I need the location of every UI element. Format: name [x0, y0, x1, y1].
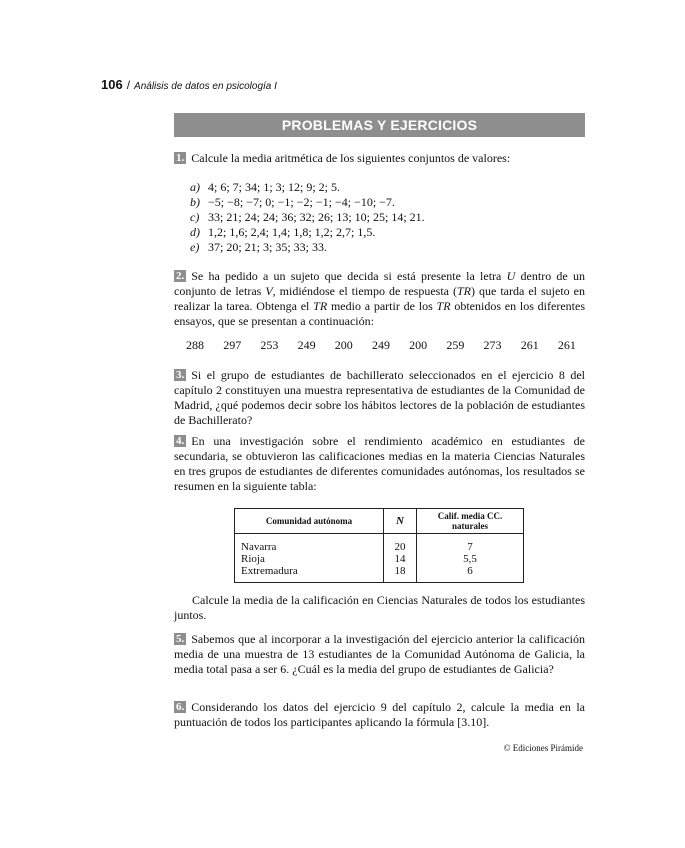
running-header — [101, 77, 277, 92]
table-row: Navarra 20 7 — [235, 534, 524, 554]
list-item: e) 37; 20; 21; 3; 35; 33; 33. — [190, 240, 328, 254]
problem-number: 3. — [176, 369, 185, 381]
table-row: Rioja 14 5,5 — [235, 553, 524, 565]
value-item: 297 — [223, 338, 242, 352]
table-row: Extremadura 18 6 — [235, 565, 524, 583]
problem-text: Calcule la media aritmética de los siguientes conjuntos de valores: — [191, 151, 511, 165]
problem-number: 2. — [176, 270, 185, 282]
problem-4 — [174, 434, 585, 494]
value-item: 200 — [409, 338, 428, 352]
response-times — [186, 338, 576, 353]
column-header: Calif. media CC. naturales — [417, 509, 524, 534]
value-item: 253 — [260, 338, 279, 352]
problem-text: Si el grupo de estudiantes de bachillerato seleccionados en el ejercicio 8 del capítulo 2 constituyen una muestra representativa de estudiantes de la Comunidad de Madrid, ¿qué podemos decir sobre los hábitos lectores de la población de estudiantes de Bachillerato? — [174, 368, 585, 427]
problem-number: 5. — [176, 633, 185, 645]
page-number: 106 — [101, 77, 123, 92]
section-title: PROBLEMAS Y EJERCICIOS — [174, 113, 585, 137]
value-item: 249 — [371, 338, 390, 352]
value-item: 259 — [446, 338, 465, 352]
table-header-row — [235, 509, 524, 534]
problem-5 — [174, 632, 585, 677]
problem-number: 4. — [176, 435, 185, 447]
problem-number: 1. — [176, 152, 185, 164]
grades-table — [234, 508, 524, 583]
problem-text: En una investigación sobre el rendimiento académico en estudiantes de secundaria, se obtuvieron las calificaciones medias en la materia Ciencias Naturales en tres grupos de estudiantes de diferentes comunidades autónomas, los resultados se resumen en la siguiente tabla: — [174, 434, 585, 493]
problem-6 — [174, 700, 585, 730]
column-header: N — [384, 509, 417, 534]
value-item: 261 — [557, 338, 576, 352]
book-title: Análisis de datos en psicología I — [134, 81, 277, 92]
list-item: a) 4; 6; 7; 34; 1; 3; 12; 9; 2; 5. — [190, 180, 341, 194]
value-item: 200 — [334, 338, 353, 352]
problem-text: Considerando los datos del ejercicio 9 del capítulo 2, calcule la media en la puntuación de todos los participantes aplicando la fórmula [3.10]. — [174, 700, 585, 729]
copyright-footer: © Ediciones Pirámide — [503, 743, 583, 753]
value-item: 273 — [483, 338, 502, 352]
problem-text: Sabemos que al incorporar a la investigación del ejercicio anterior la calificación media de una muestra de 13 estudiantes de la Comunidad Autónoma de Galicia, la media total pasa a ser 6. ¿Cuál es la media del grupo de estudiantes de Galicia? — [174, 632, 585, 676]
value-item: 249 — [297, 338, 316, 352]
header-separator: / — [126, 78, 131, 92]
value-item: 288 — [186, 338, 204, 352]
problem-2: 2. Se ha pedido a un sujeto que decida si está presente la letra U dentro de un conjunto de letras V, midiéndose el tiempo de respuesta (TR) que tarda el sujeto en realizar la tarea. Obtenga el TR medio a partir de los TR obtenidos en los diferentes ensayos, que se presentan a continuación: — [174, 269, 586, 328]
value-sets-list — [190, 180, 425, 255]
problem-3 — [174, 368, 585, 428]
list-item: b) −5; −8; −7; 0; −1; −2; −1; −4; −10; −7. — [190, 195, 395, 209]
problem-4-followup: Calcule la media de la calificación en Ciencias Naturales de todos los estudiantes juntos. — [174, 593, 585, 622]
problem-number: 6. — [176, 701, 185, 713]
column-header: Comunidad autónoma — [235, 509, 384, 534]
value-item: 261 — [520, 338, 539, 352]
problem-1 — [174, 151, 585, 166]
list-item: c) 33; 21; 24; 24; 36; 32; 26; 13; 10; 25; 14; 21. — [190, 210, 425, 224]
list-item: d) 1,2; 1,6; 2,4; 1,4; 1,8; 1,2; 2,7; 1,5. — [190, 225, 376, 239]
